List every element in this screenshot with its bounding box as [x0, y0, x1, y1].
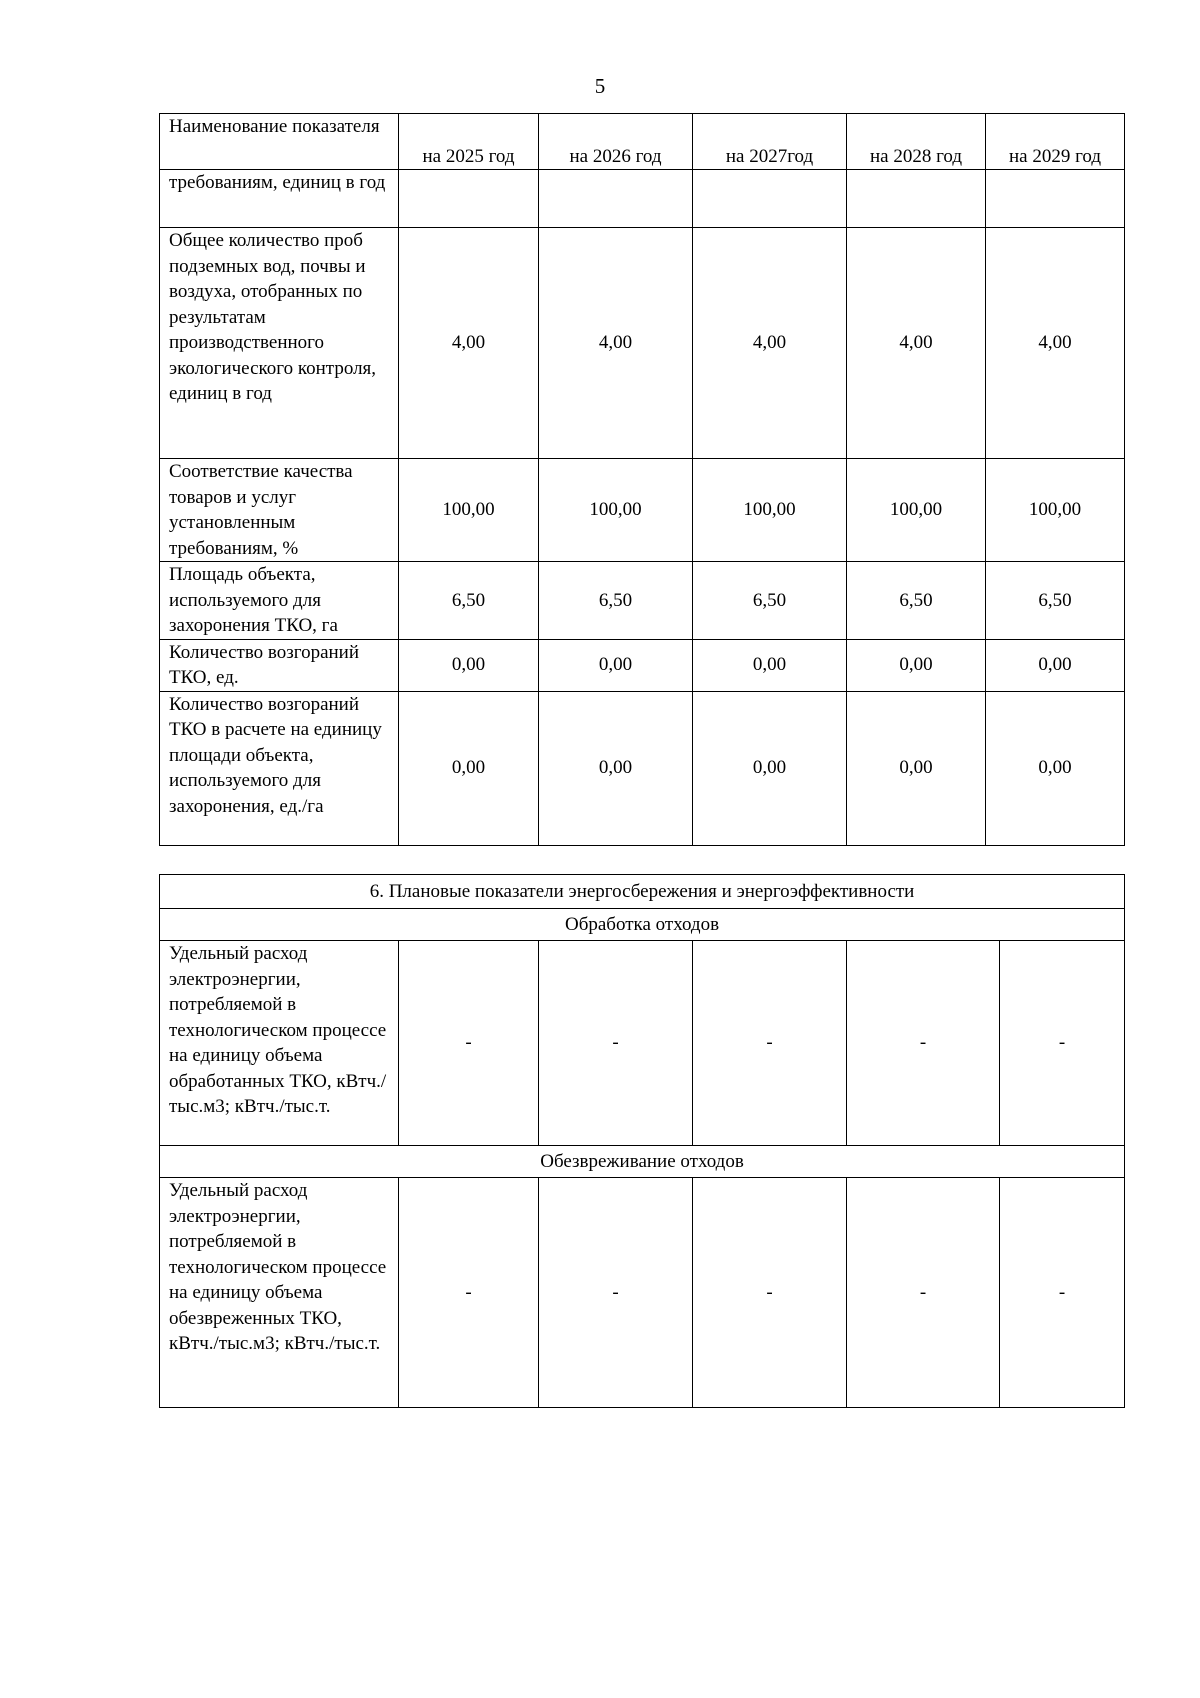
row-value-2025: 100,00	[399, 459, 539, 562]
header-year-2029: на 2029 год	[986, 114, 1125, 170]
row-value-2029: 100,00	[986, 459, 1125, 562]
row-value-2028: 0,00	[847, 639, 986, 691]
energy-efficiency-table	[159, 874, 1125, 1408]
row-value-2026	[539, 170, 693, 228]
table-row	[160, 639, 1125, 691]
table-row	[160, 562, 1125, 640]
row-value-2028: 4,00	[847, 228, 986, 459]
row-label: Количество возгораний ТКО, ед.	[160, 639, 399, 691]
row-value-2027: 4,00	[693, 228, 847, 459]
header-indicator-name: Наименование показателя	[160, 114, 399, 170]
row-label: требованиям, единиц в год	[160, 170, 399, 228]
row-label: Количество возгораний ТКО в расчете на единицу площади объекта, используемого для захоронения, ед./га	[160, 691, 399, 845]
row-value-2029: 0,00	[986, 639, 1125, 691]
section-heading-row	[160, 1146, 1125, 1178]
row-value-2025: -	[399, 1178, 539, 1408]
table-title-row	[160, 875, 1125, 909]
row-value-2026: 100,00	[539, 459, 693, 562]
header-year-2026: на 2026 год	[539, 114, 693, 170]
row-value-2027: 0,00	[693, 639, 847, 691]
row-value-2026: 6,50	[539, 562, 693, 640]
row-value-2026: 0,00	[539, 691, 693, 845]
table-header-row	[160, 114, 1125, 170]
row-label: Соответствие качества товаров и услуг установленным требованиям, %	[160, 459, 399, 562]
row-value-2029	[986, 170, 1125, 228]
row-label: Общее количество проб подземных вод, почвы и воздуха, отобранных по результатам производственного экологического контроля, единиц в год	[160, 228, 399, 459]
row-value-2029: 0,00	[986, 691, 1125, 845]
section-title: 6. Плановые показатели энергосбережения и энергоэффективности	[160, 875, 1125, 909]
table-row	[160, 941, 1125, 1146]
row-value-2027: -	[693, 1178, 847, 1408]
row-value-2025	[399, 170, 539, 228]
header-year-2028: на 2028 год	[847, 114, 986, 170]
row-value-2026: -	[539, 1178, 693, 1408]
table-row	[160, 170, 1125, 228]
section-heading-row	[160, 909, 1125, 941]
row-value-2025: -	[399, 941, 539, 1146]
row-value-2028: -	[847, 1178, 1000, 1408]
row-value-2027: 100,00	[693, 459, 847, 562]
row-label: Удельный расход электроэнергии, потребляемой в технологическом процессе на единицу объема обработанных ТКО, кВтч./тыс.м3; кВтч./тыс.т.	[160, 941, 399, 1146]
header-year-2027: на 2027год	[693, 114, 847, 170]
row-value-2026: 0,00	[539, 639, 693, 691]
row-label: Площадь объекта, используемого для захоронения ТКО, га	[160, 562, 399, 640]
row-value-2025: 4,00	[399, 228, 539, 459]
row-value-2026: -	[539, 941, 693, 1146]
row-value-2027: 0,00	[693, 691, 847, 845]
row-value-2028: 0,00	[847, 691, 986, 845]
row-value-2025: 0,00	[399, 639, 539, 691]
table-row	[160, 1178, 1125, 1408]
row-value-2028: -	[847, 941, 1000, 1146]
section-heading-processing: Обработка отходов	[160, 909, 1125, 941]
page-number: 5	[594, 74, 606, 98]
row-value-2027: 6,50	[693, 562, 847, 640]
row-value-2029: -	[1000, 1178, 1125, 1408]
header-year-2025: на 2025 год	[399, 114, 539, 170]
row-value-2025: 6,50	[399, 562, 539, 640]
row-value-2028: 100,00	[847, 459, 986, 562]
table-row	[160, 228, 1125, 459]
row-value-2029: -	[1000, 941, 1125, 1146]
row-value-2026: 4,00	[539, 228, 693, 459]
row-value-2028	[847, 170, 986, 228]
row-label: Удельный расход электроэнергии, потребляемой в технологическом процессе на единицу объема обезвреженных ТКО, кВтч./тыс.м3; кВтч./тыс.т.	[160, 1178, 399, 1408]
row-value-2027	[693, 170, 847, 228]
table-row	[160, 459, 1125, 562]
table-row	[160, 691, 1125, 845]
row-value-2029: 6,50	[986, 562, 1125, 640]
row-value-2027: -	[693, 941, 847, 1146]
section-heading-neutralization: Обезвреживание отходов	[160, 1146, 1125, 1178]
row-value-2025: 0,00	[399, 691, 539, 845]
indicators-table	[159, 113, 1125, 846]
row-value-2029: 4,00	[986, 228, 1125, 459]
row-value-2028: 6,50	[847, 562, 986, 640]
